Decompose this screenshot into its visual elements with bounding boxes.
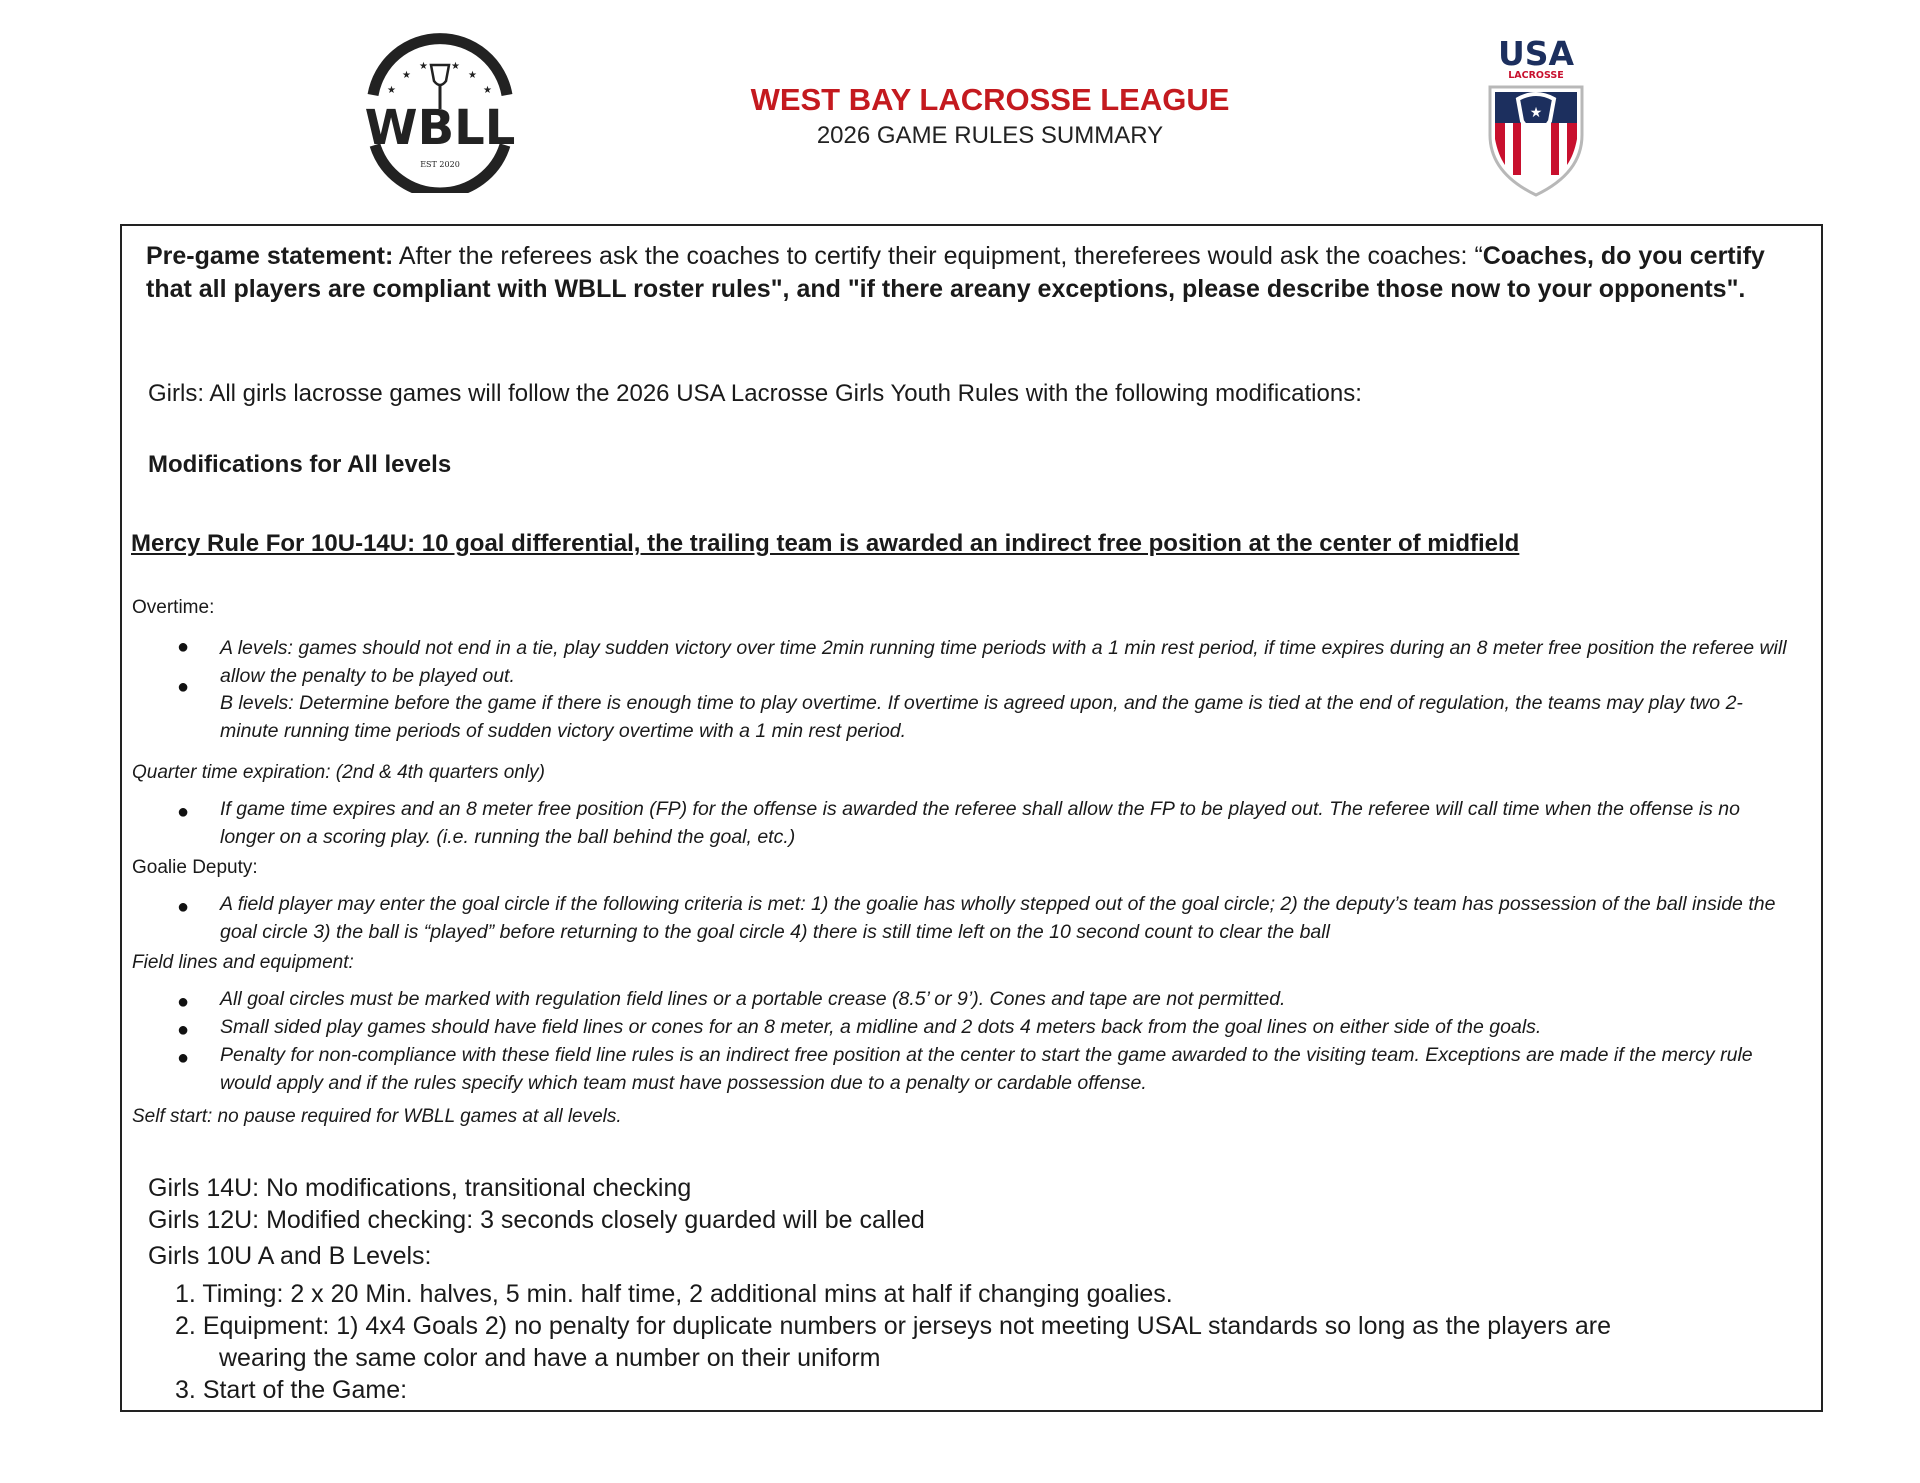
girls-10u-item-2 [175,1310,1735,1374]
overtime-label: Overtime: [132,597,215,618]
svg-text:★: ★ [451,61,460,72]
svg-text:★: ★ [1529,105,1543,121]
overtime-b-levels: B levels: Determine before the game if there is enough time to play overtime. If overtime is agreed upon, and the game is tied at the end of regulation, the teams may play two 2-minute running time periods of sudden victory overtime with a 1 min rest period. [220,692,1743,742]
field-label: Field lines and equipment: [132,952,354,973]
girls-10u: Girls 10U A and B Levels: [148,1242,432,1270]
girls-14u: Girls 14U: No modifications, transitional checking [148,1174,692,1202]
bullet-icon: ● [177,991,190,1013]
bullet-icon: ● [177,1047,190,1069]
field-item-1: All goal circles must be marked with regulation field lines or a portable crease (8.5’ or 9’). Cones and tape are not permitted. [220,988,1286,1010]
modifications-heading: Modifications for All levels [148,451,452,478]
wbll-logo-est: EST 2020 [420,160,460,169]
page-subtitle: 2026 GAME RULES SUMMARY [816,122,1164,149]
item-text: Timing: 2 x 20 Min. halves, 5 min. half time, 2 additional mins at half if changing goalies. [202,1280,1173,1308]
item-text: Equipment: 1) 4x4 Goals 2) no penalty for duplicate numbers or jerseys not meeting USAL standards so long as the players are [202,1312,1611,1340]
pregame-text: After the referees ask the coaches to certify their equipment, thereferees would ask the coaches: “ [393,242,1483,270]
quarter-text: If game time expires and an 8 meter free position (FP) for the offense is awarded the referee shall allow the FP to be played out. The referee will call time when the offense is no longer on a scoring play. (i.e. running the ball behind the goal, etc.) [220,798,1740,848]
svg-text:★: ★ [419,61,428,72]
svg-text:★: ★ [387,85,396,96]
girls-12u: Girls 12U: Modified checking: 3 seconds closely guarded will be called [148,1206,925,1234]
svg-text:★: ★ [483,85,492,96]
pregame-statement [146,240,1786,306]
overtime-a-levels: A levels: games should not end in a tie, play sudden victory over time 2min running time periods with a 1 min rest period, if time expires during an 8 meter free position the referee will allow the penalty to be played out. [220,637,1787,687]
item-number: 3. [175,1376,196,1404]
pregame-label: Pre-game statement: [146,242,394,270]
item-number: 2. [175,1312,196,1340]
bullet-icon: ● [177,636,190,658]
page-title: WEST BAY LACROSSE LEAGUE [750,82,1230,117]
usa-logo-text: USA [1497,35,1575,73]
item-text-continued: wearing the same color and have a number on their uniform [219,1344,881,1372]
svg-text:★: ★ [402,70,411,81]
girls-10u-item-3 [175,1374,1735,1406]
bullet-icon: ● [177,896,190,918]
mercy-rule: Mercy Rule For 10U-14U: 10 goal differential, the trailing team is awarded an indirect free position at the center of midfield [131,530,1520,557]
field-item-2: Small sided play games should have field lines or cones for an 8 meter, a midline and 2 dots 4 meters back from the goal lines on either side of the goals. [220,1016,1542,1038]
wbll-logo-text: WBLL [364,100,516,156]
usa-logo-sub: LACROSSE [1508,70,1564,81]
wbll-logo [345,33,535,193]
bullet-icon: ● [177,1019,190,1041]
girls-10u-item-1 [175,1278,1735,1310]
goalie-text: A field player may enter the goal circle if the following criteria is met: 1) the goalie has wholly stepped out of the goal circle; 2) the deputy’s team has possession of the ball inside the goal circle 3) the ball is “played” before returning to the goal circle 4) there is still time left on the 10 second count to clear the ball [220,893,1776,943]
usa-lacrosse-logo [1480,35,1592,200]
girls-intro: Girls: All girls lacrosse games will follow the 2026 USA Lacrosse Girls Youth Rules with the following modifications: [148,380,1362,407]
pregame-quote: Coaches, do you certify that all players are compliant with WBLL roster rules", and "if there areany exceptions, please describe those now to your opponents". [146,242,1765,303]
field-item-3: Penalty for non-compliance with these field line rules is an indirect free position at the center to start the game awarded to the visiting team. Exceptions are made if the mercy rule would apply and if the rules specify which team must have possession due to a penalty or cardable offense. [220,1044,1753,1094]
goalie-label: Goalie Deputy: [132,857,258,878]
item-text: Start of the Game: [202,1376,408,1404]
bullet-icon: ● [177,801,190,823]
quarter-label: Quarter time expiration: (2nd & 4th quarters only) [132,762,545,783]
item-number: 1. [175,1280,196,1308]
self-start: Self start: no pause required for WBLL games at all levels. [132,1106,622,1127]
bullet-icon: ● [177,676,190,698]
svg-text:★: ★ [468,70,477,81]
